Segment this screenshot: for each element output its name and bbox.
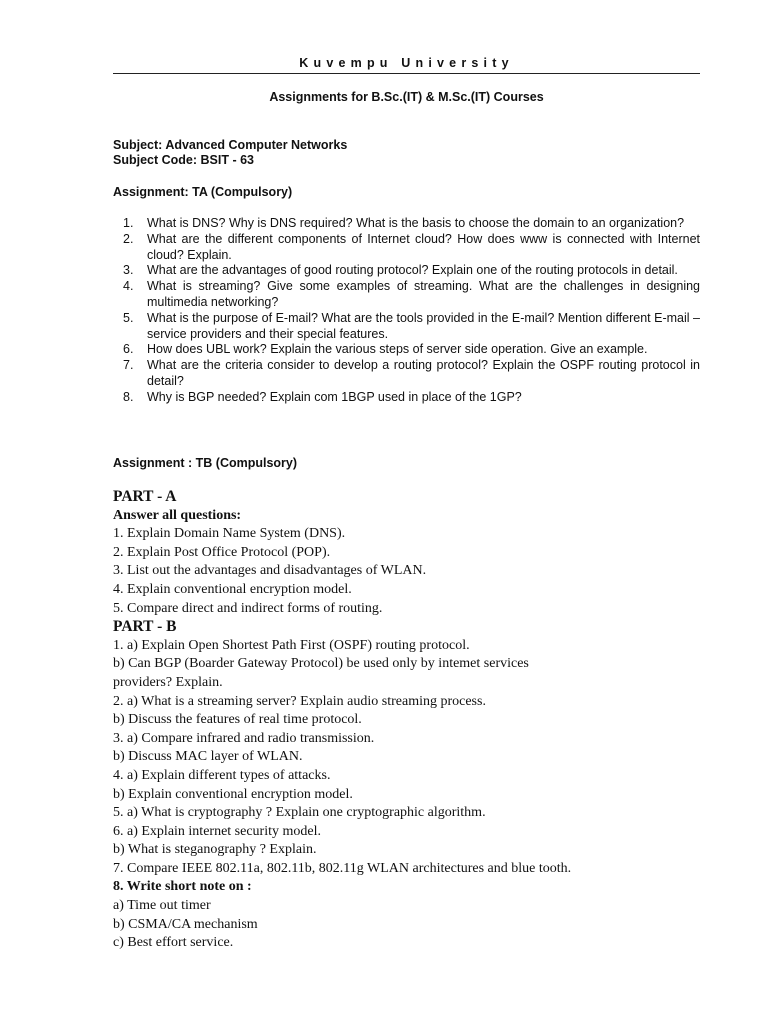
part-a-instruction: Answer all questions: — [113, 507, 242, 523]
question-number: 1. — [123, 216, 134, 230]
short-note-item: b) CSMA/CA mechanism — [113, 916, 258, 932]
part-b-question: 3. a) Compare infrared and radio transmission. — [113, 730, 375, 746]
part-a-title: PART - A — [113, 488, 177, 505]
question-text: What is streaming? Give some examples of streaming. What are the challenges in designing multimedia networking? — [147, 279, 700, 309]
short-note-item: c) Best effort service. — [113, 935, 234, 951]
part-a-question: 2. Explain Post Office Protocol (POP). — [113, 544, 331, 560]
question-number: 5. — [123, 310, 134, 325]
assignment-tb-body — [113, 488, 713, 953]
assignments-title: Assignments for B.Sc.(IT) & M.Sc.(IT) Courses — [269, 90, 544, 104]
assignment-tb-heading: Assignment : TB (Compulsory) — [113, 456, 298, 470]
part-b-question: b) Discuss the features of real time protocol. — [113, 712, 362, 728]
part-b-question: b) What is steganography ? Explain. — [113, 842, 317, 858]
part-b-question: 1. a) Explain Open Shortest Path First (OSPF) routing protocol. — [113, 637, 470, 653]
question-text: What are the advantages of good routing protocol? Explain one of the routing protocols in detail. — [147, 263, 678, 278]
question-number: 7. — [123, 358, 134, 373]
short-note-heading: 8. Write short note on : — [113, 879, 252, 895]
list-item — [113, 279, 700, 311]
subject-code: Subject Code: BSIT - 63 — [113, 153, 254, 167]
assignment-ta-questions — [113, 216, 700, 406]
question-text: What is DNS? Why is DNS required? What is the basis to choose the domain to an organization? — [147, 216, 685, 230]
question-text: What is the purpose of E-mail? What are the tools provided in the E-mail? Mention different E-mail –service providers and their special features. — [147, 310, 700, 341]
part-b-question: providers? Explain. — [113, 674, 223, 690]
question-number: 3. — [123, 263, 134, 278]
list-item — [113, 342, 700, 358]
question-text: Why is BGP needed? Explain com 1BGP used in place of the 1GP? — [147, 389, 522, 404]
part-a-question: 4. Explain conventional encryption model. — [113, 581, 352, 597]
assignment-ta-heading: Assignment: TA (Compulsory) — [113, 185, 293, 199]
short-note-item: a) Time out timer — [113, 898, 211, 914]
question-number: 2. — [123, 231, 134, 246]
question-number: 8. — [123, 389, 134, 404]
part-a-question: 5. Compare direct and indirect forms of routing. — [113, 600, 383, 616]
list-item — [113, 358, 700, 390]
part-b-question: 7. Compare IEEE 802.11a, 802.11b, 802.11g WLAN architectures and blue tooth. — [113, 860, 572, 876]
question-number: 4. — [123, 279, 134, 294]
part-a-question: 3. List out the advantages and disadvantages of WLAN. — [113, 563, 427, 579]
list-item — [113, 216, 700, 232]
part-b-question: b) Discuss MAC layer of WLAN. — [113, 749, 303, 765]
part-b-question: 5. a) What is cryptography ? Explain one cryptographic algorithm. — [113, 805, 486, 821]
question-text: What are the criteria consider to develop a routing protocol? Explain the OSPF routing protocol in detail? — [147, 358, 700, 388]
part-b-question: b) Explain conventional encryption model. — [113, 786, 353, 802]
question-number: 6. — [123, 342, 134, 357]
part-b-title: PART - B — [113, 618, 177, 636]
list-item — [113, 263, 700, 279]
part-b-question: 6. a) Explain internet security model. — [113, 823, 321, 839]
list-item — [113, 311, 700, 343]
list-item — [113, 390, 700, 406]
subject-name: Subject: Advanced Computer Networks — [113, 138, 348, 152]
part-b-question: b) Can BGP (Boarder Gateway Protocol) be used only by intemet services — [113, 656, 529, 672]
question-text: What are the different components of Internet cloud? How does www is connected with Internet cloud? Explain. — [147, 231, 700, 262]
part-a-question: 1. Explain Domain Name System (DNS). — [113, 526, 346, 542]
university-name: Kuvempu University — [299, 56, 514, 70]
part-b-question: 2. a) What is a streaming server? Explain audio streaming process. — [113, 693, 486, 709]
question-text: How does UBL work? Explain the various steps of server side operation. Give an example. — [147, 342, 648, 357]
part-b-question: 4. a) Explain different types of attacks. — [113, 767, 331, 783]
list-item — [113, 232, 700, 264]
header-divider — [113, 73, 700, 74]
